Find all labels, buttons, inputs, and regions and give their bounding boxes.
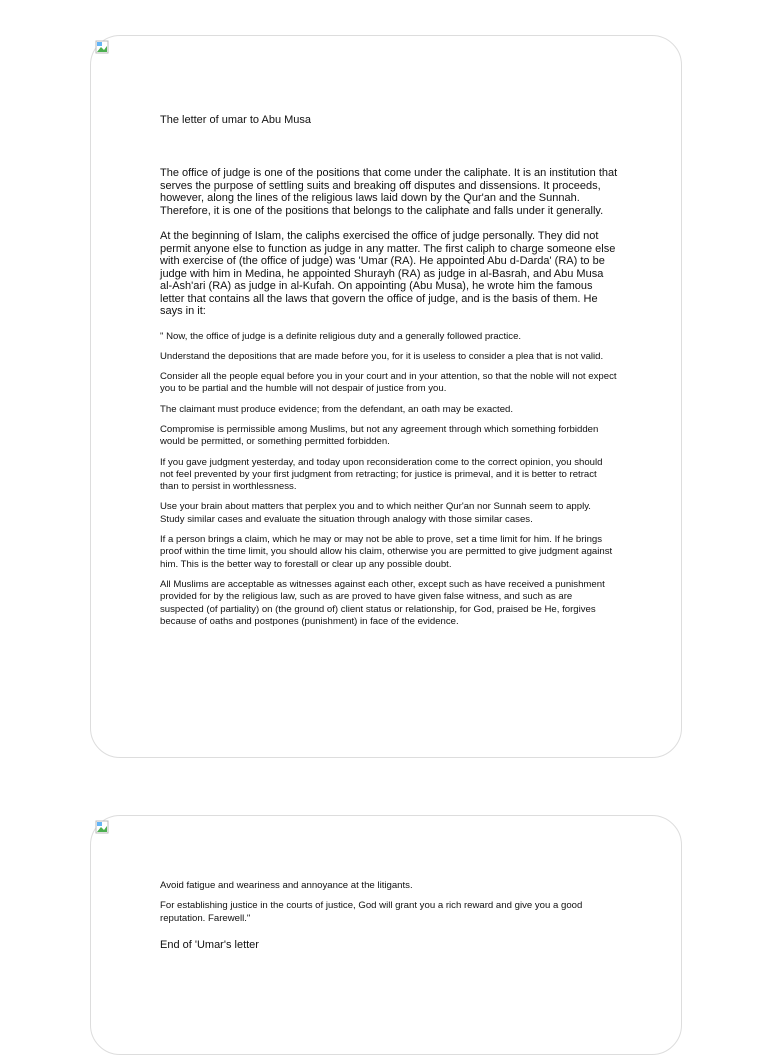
letter-paragraph: For establishing justice in the courts of justice, God will grant you a rich reward and give you a good reputation. Farewell."	[160, 900, 583, 924]
document-page-2	[90, 815, 682, 1055]
intro-section	[160, 167, 618, 318]
letter-paragraph: Compromise is permissible among Muslims, but not any agreement through which something forbidden would be permitted, or something permitted forbidden.	[160, 423, 599, 448]
document-page-1	[90, 35, 682, 758]
letter-paragraph: If a person brings a claim, which he may or may not be able to prove, set a time limit for him. If he brings proof within the time limit, you should allow his claim, otherwise you are permitted to give judgment against him. This is the better way to forestall or clear up any possible doubt.	[160, 534, 613, 570]
letter-paragraph: Consider all the people equal before you in your court and in your attention, so that the noble will not expect you to be partial and the humble will not despair of justice from you.	[160, 371, 617, 395]
letter-paragraph: Use your brain about matters that perplex you and to which neither Qur'an nor Sunnah seem to apply. Study similar cases and evaluate the situation through analogy with those similar cases.	[160, 501, 591, 525]
letter-paragraph: If you gave judgment yesterday, and today upon reconsideration come to the correct opinion, you should not feel prevented by your first judgment from retracting; for justice is primeval, and it is better to retract than to persist in worthlessness.	[160, 456, 603, 493]
broken-image-icon	[95, 820, 109, 834]
broken-image-icon	[95, 40, 109, 54]
letter-section	[160, 331, 618, 629]
intro-paragraph: At the beginning of Islam, the caliphs exercised the office of judge personally. They did not permit anyone else to function as judge in any matter. The first caliph to charge someone else with exercise of (the office of judge) was 'Umar (RA). He appointed Abu d-Darda' (RA) to be judge with him in Medina, he appointed Shurayh (RA) as judge in al-Basrah, and Abu Musa al-Ash'ari (RA) as judge in al-Kufah. On appointing (Abu Musa), he wrote him the famous letter that contains all the laws that govern the office of judge, and is the basis of them. He says in it:	[160, 230, 616, 317]
letter-paragraph: " Now, the office of judge is a definite religious duty and a generally followed practice.	[160, 330, 522, 342]
letter-paragraph: Understand the depositions that are made before you, for it is useless to consider a plea that is not valid.	[160, 350, 604, 362]
letter-section	[160, 880, 618, 925]
end-note: End of 'Umar's letter	[160, 938, 259, 951]
letter-paragraph: The claimant must produce evidence; from the defendant, an oath may be exacted.	[160, 403, 514, 415]
intro-paragraph: The office of judge is one of the positions that come under the caliphate. It is an institution that serves the purpose of settling suits and breaking off disputes and dissensions. It proceeds, however, along the lines of the religious laws laid down by the Qur'an and the Sunnah. Therefore, it is one of the positions that belongs to the caliphate and falls under it generally.	[160, 167, 618, 217]
letter-paragraph: All Muslims are acceptable as witnesses against each other, except such as have received a punishment provided for by the religious law, such as are proved to have given false witness, and such as are suspected (of partiality) on (the ground of) client status or relationship, for God, praised be He, forgives because of oaths and postpones (punishment) in face of the evidence.	[160, 578, 605, 627]
document-title: The letter of umar to Abu Musa	[160, 114, 312, 126]
letter-paragraph: Avoid fatigue and weariness and annoyance at the litigants.	[160, 880, 413, 891]
